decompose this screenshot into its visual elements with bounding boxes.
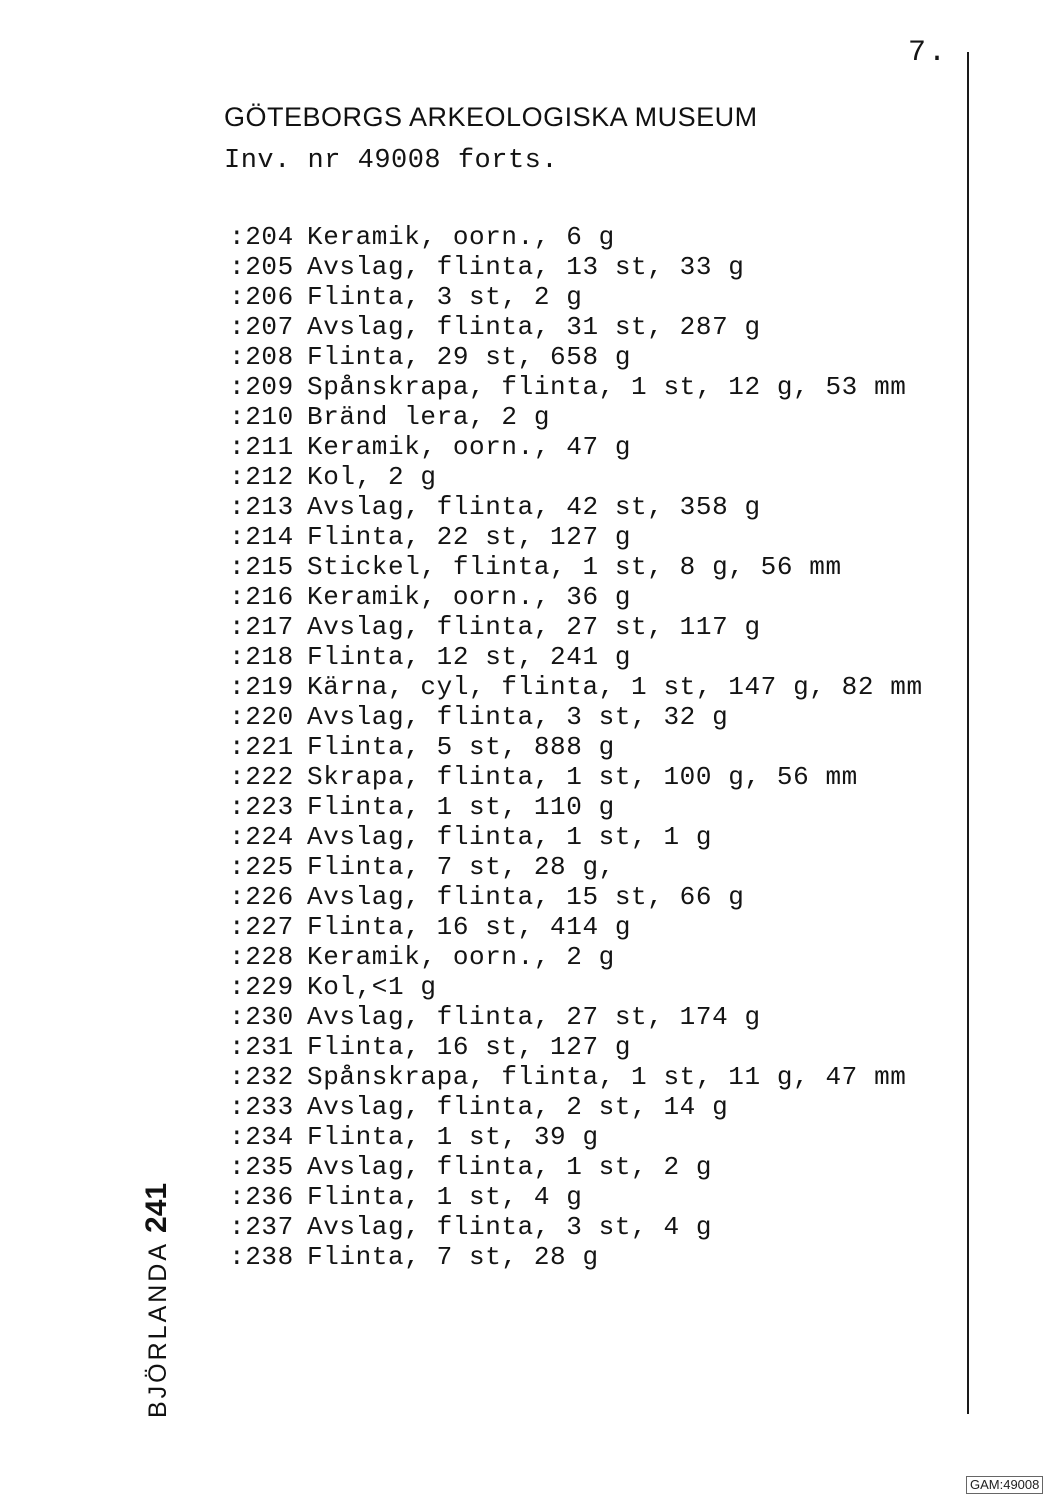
inventory-entry — [229, 912, 923, 942]
inventory-entry — [229, 372, 923, 402]
entry-description: Avslag, flinta, 42 st, 358 g — [307, 492, 761, 522]
inventory-entry — [229, 822, 923, 852]
inventory-entry — [229, 1032, 923, 1062]
entry-description: Avslag, flinta, 1 st, 2 g — [307, 1152, 713, 1182]
entry-number: :234 — [229, 1122, 294, 1152]
inventory-entry — [229, 1182, 923, 1212]
inventory-line: Inv. nr 49008 forts. — [224, 146, 559, 176]
entry-number: :230 — [229, 1002, 294, 1032]
inventory-entry — [229, 582, 923, 612]
entry-description: Flinta, 7 st, 28 g — [307, 1242, 599, 1272]
inventory-entry — [229, 1002, 923, 1032]
inventory-entry — [229, 522, 923, 552]
entry-description: Flinta, 7 st, 28 g, — [307, 852, 615, 882]
entry-description: Kol, 2 g — [307, 462, 437, 492]
inventory-entry-list — [229, 222, 923, 1272]
entry-number: :217 — [229, 612, 294, 642]
entry-description: Spånskrapa, flinta, 1 st, 11 g, 47 mm — [307, 1062, 907, 1092]
entry-description: Avslag, flinta, 15 st, 66 g — [307, 882, 745, 912]
inventory-entry — [229, 882, 923, 912]
catalog-id-label: GAM:49008 — [966, 1476, 1043, 1494]
entry-description: Keramik, oorn., 2 g — [307, 942, 615, 972]
inventory-entry — [229, 702, 923, 732]
inventory-entry — [229, 852, 923, 882]
inventory-entry — [229, 492, 923, 522]
entry-number: :206 — [229, 282, 294, 312]
entry-number: :220 — [229, 702, 294, 732]
entry-description: Flinta, 3 st, 2 g — [307, 282, 583, 312]
entry-number: :224 — [229, 822, 294, 852]
entry-number: :222 — [229, 762, 294, 792]
entry-description: Avslag, flinta, 2 st, 14 g — [307, 1092, 729, 1122]
entry-description: Flinta, 12 st, 241 g — [307, 642, 632, 672]
inventory-entry — [229, 402, 923, 432]
entry-number: :226 — [229, 882, 294, 912]
entry-description: Kol,<1 g — [307, 972, 437, 1002]
inventory-entry — [229, 462, 923, 492]
entry-description: Flinta, 5 st, 888 g — [307, 732, 615, 762]
inventory-entry — [229, 342, 923, 372]
entry-description: Avslag, flinta, 1 st, 1 g — [307, 822, 713, 852]
entry-description: Bränd lera, 2 g — [307, 402, 551, 432]
entry-number: :207 — [229, 312, 294, 342]
entry-number: :235 — [229, 1152, 294, 1182]
entry-number: :214 — [229, 522, 294, 552]
inventory-entry — [229, 672, 923, 702]
entry-number: :219 — [229, 672, 294, 702]
inventory-entry — [229, 972, 923, 1002]
inventory-entry — [229, 1212, 923, 1242]
inventory-entry — [229, 1062, 923, 1092]
entry-description: Flinta, 1 st, 4 g — [307, 1182, 583, 1212]
inventory-entry — [229, 642, 923, 672]
entry-number: :213 — [229, 492, 294, 522]
entry-number: :223 — [229, 792, 294, 822]
entry-description: Flinta, 16 st, 414 g — [307, 912, 632, 942]
entry-number: :232 — [229, 1062, 294, 1092]
entry-number: :209 — [229, 372, 294, 402]
site-stamp-place: BJÖRLANDA — [144, 1240, 172, 1418]
inventory-entry — [229, 1152, 923, 1182]
inventory-entry — [229, 282, 923, 312]
entry-number: :221 — [229, 732, 294, 762]
entry-description: Avslag, flinta, 27 st, 174 g — [307, 1002, 761, 1032]
entry-description: Flinta, 16 st, 127 g — [307, 1032, 632, 1062]
entry-number: :229 — [229, 972, 294, 1002]
entry-number: :208 — [229, 342, 294, 372]
entry-description: Keramik, oorn., 36 g — [307, 582, 632, 612]
entry-description: Keramik, oorn., 47 g — [307, 432, 632, 462]
entry-description: Stickel, flinta, 1 st, 8 g, 56 mm — [307, 552, 842, 582]
entry-description: Avslag, flinta, 13 st, 33 g — [307, 252, 745, 282]
entry-number: :238 — [229, 1242, 294, 1272]
entry-description: Avslag, flinta, 27 st, 117 g — [307, 612, 761, 642]
entry-description: Flinta, 1 st, 39 g — [307, 1122, 599, 1152]
inventory-entry — [229, 732, 923, 762]
entry-description: Flinta, 1 st, 110 g — [307, 792, 615, 822]
entry-number: :216 — [229, 582, 294, 612]
entry-description: Kärna, cyl, flinta, 1 st, 147 g, 82 mm — [307, 672, 923, 702]
inventory-entry — [229, 252, 923, 282]
entry-number: :215 — [229, 552, 294, 582]
entry-description: Avslag, flinta, 31 st, 287 g — [307, 312, 761, 342]
entry-description: Keramik, oorn., 6 g — [307, 222, 615, 252]
entry-description: Avslag, flinta, 3 st, 4 g — [307, 1212, 713, 1242]
inventory-entry — [229, 1092, 923, 1122]
entry-description: Flinta, 22 st, 127 g — [307, 522, 632, 552]
margin-rule — [967, 52, 969, 1414]
inventory-entry — [229, 432, 923, 462]
entry-number: :205 — [229, 252, 294, 282]
entry-description: Avslag, flinta, 3 st, 32 g — [307, 702, 729, 732]
inventory-entry — [229, 1122, 923, 1152]
site-stamp — [140, 1183, 174, 1418]
entry-number: :237 — [229, 1212, 294, 1242]
entry-number: :210 — [229, 402, 294, 432]
entry-number: :218 — [229, 642, 294, 672]
page-number: 7. — [908, 36, 949, 70]
entry-number: :211 — [229, 432, 294, 462]
inventory-entry — [229, 312, 923, 342]
entry-number: :231 — [229, 1032, 294, 1062]
inventory-entry — [229, 552, 923, 582]
site-stamp-number: 241 — [140, 1182, 173, 1233]
entry-description: Spånskrapa, flinta, 1 st, 12 g, 53 mm — [307, 372, 907, 402]
entry-description: Skrapa, flinta, 1 st, 100 g, 56 mm — [307, 762, 858, 792]
museum-title: GÖTEBORGS ARKEOLOGISKA MUSEUM — [224, 102, 758, 132]
inventory-entry — [229, 612, 923, 642]
inventory-entry — [229, 1242, 923, 1272]
entry-number: :236 — [229, 1182, 294, 1212]
inventory-entry — [229, 942, 923, 972]
entry-number: :212 — [229, 462, 294, 492]
inventory-entry — [229, 792, 923, 822]
entry-number: :227 — [229, 912, 294, 942]
inventory-entry — [229, 222, 923, 252]
entry-number: :228 — [229, 942, 294, 972]
entry-number: :233 — [229, 1092, 294, 1122]
entry-description: Flinta, 29 st, 658 g — [307, 342, 632, 372]
entry-number: :204 — [229, 222, 294, 252]
entry-number: :225 — [229, 852, 294, 882]
inventory-entry — [229, 762, 923, 792]
